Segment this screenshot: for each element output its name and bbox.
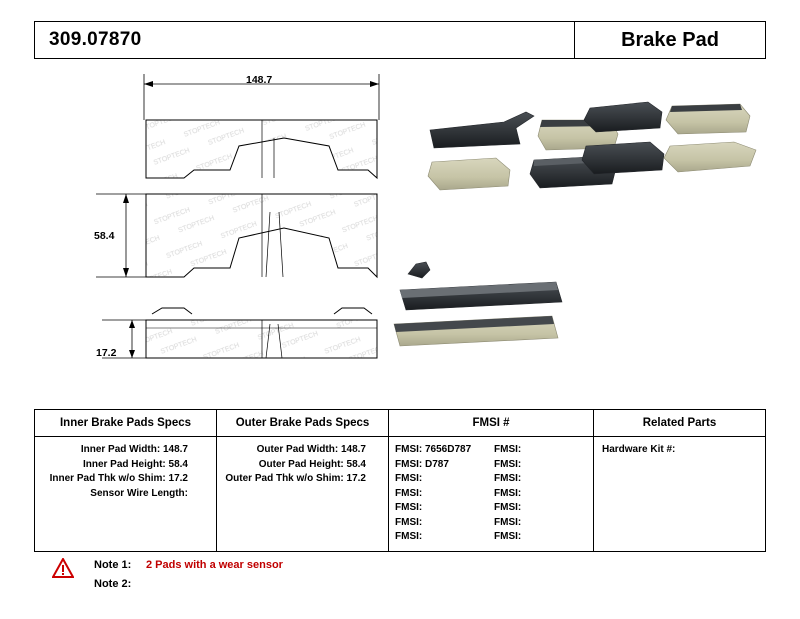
fmsi-row [494,530,593,545]
spec-row [217,443,388,458]
notes-section [34,556,766,602]
fmsi-row [395,530,494,545]
spec-label: Sensor Wire Length: [90,487,188,499]
note-1-value: 2 Pads with a wear sensor [146,559,283,571]
fmsi-label: FMSI: [494,473,522,484]
technical-drawings [34,62,766,392]
fmsi-right-list [494,443,593,545]
fmsi-left-list [395,443,494,545]
dimension-width-arrow [144,74,379,120]
warning-icon [52,558,74,578]
spec-label: Inner Pad Height: [82,458,166,470]
fmsi-row [395,516,494,531]
spec-value: 58.4 [168,458,188,470]
dimension-height-arrow [96,194,146,277]
spec-row [35,472,216,487]
fmsi-row [494,472,593,487]
outer-pad-specs-header: Outer Brake Pads Specs [217,410,388,437]
fmsi-row [395,443,494,458]
spec-row [35,458,216,473]
side-view-drawing [146,308,377,358]
fmsi-label: FMSI: [395,502,423,513]
fmsi-label: FMSI: [395,531,423,542]
dimension-thickness-arrow [102,320,146,358]
fmsi-header: FMSI # [389,410,593,437]
fmsi-value: D787 [425,458,449,470]
spec-value: 148.7 [162,444,188,455]
dimension-thickness-label: 17.2 [96,347,117,359]
fmsi-label: FMSI: [395,473,423,484]
fmsi-body [389,437,593,551]
specifications-table [34,409,766,552]
related-parts-header: Related Parts [594,410,765,437]
header-bar [34,21,766,59]
fmsi-label: FMSI: [494,487,522,499]
spec-row [217,458,388,473]
fmsi-label: FMSI: [395,487,423,499]
spec-value: 17.2 [346,473,366,484]
related-parts-label: Hardware Kit #: [602,444,676,455]
fmsi-label: FMSI: [395,444,423,455]
outer-pad-specs-body [217,437,388,551]
dimension-height-label: 58.4 [94,230,115,242]
fmsi-row [395,458,494,473]
drawing-canvas [34,62,766,392]
spec-label: Outer Pad Thk w/o Shim: [225,473,344,484]
fmsi-label: FMSI: [494,516,522,528]
fmsi-column [389,410,594,551]
inner-pad-specs-column [35,410,217,551]
related-parts-column [594,410,765,551]
fmsi-row [494,458,593,473]
product-category: Brake Pad [574,22,765,58]
spec-row [35,443,216,458]
fmsi-row [395,487,494,502]
spec-row [217,472,388,487]
fmsi-label: FMSI: [494,531,522,542]
fmsi-row [494,516,593,531]
spec-label: Inner Pad Thk w/o Shim: [49,473,166,484]
fmsi-label: FMSI: [395,516,423,528]
inner-pad-specs-header: Inner Brake Pads Specs [35,410,216,437]
fmsi-row [395,472,494,487]
header-spacer [229,22,574,58]
outer-pad-specs-column [217,410,389,551]
spec-label: Outer Pad Height: [258,458,344,470]
spec-value: 58.4 [346,458,366,470]
inner-pad-specs-body [35,437,216,551]
fmsi-row [494,501,593,516]
part-number: 309.07870 [49,29,142,50]
spec-label: Outer Pad Width: [256,444,339,455]
spec-label: Inner Pad Width: [80,444,161,455]
dimension-width-label: 148.7 [246,74,273,86]
spec-value: 17.2 [168,473,188,484]
spec-row [35,487,216,502]
fmsi-label: FMSI: [395,458,423,470]
pad-photo-group-side [394,262,562,346]
outer-pad-outline-drawing [146,194,377,277]
fmsi-row [494,443,593,458]
spec-value: 148.7 [340,444,366,455]
fmsi-row [494,487,593,502]
note-1-label: Note 1: [94,559,132,571]
fmsi-label: FMSI: [494,458,522,470]
related-parts-row [594,443,765,458]
inner-pad-outline-drawing [146,120,377,178]
fmsi-label: FMSI: [494,444,522,455]
related-parts-body [594,437,765,551]
fmsi-row [395,501,494,516]
note-2-label: Note 2: [94,578,132,590]
fmsi-value: 7656D787 [425,444,472,455]
fmsi-label: FMSI: [494,502,522,513]
